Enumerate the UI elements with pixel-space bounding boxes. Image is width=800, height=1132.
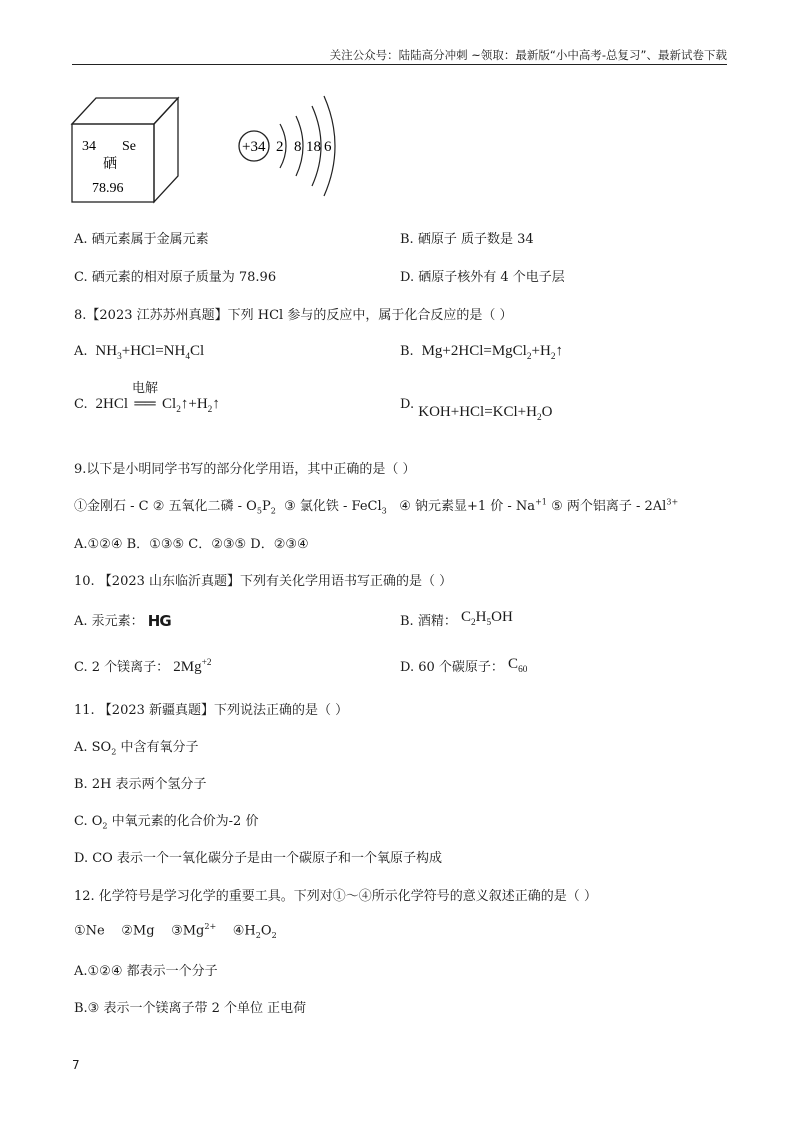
shell-3-electrons: 18: [306, 139, 321, 155]
q10-option-b: [400, 610, 513, 632]
q12-option-a: A.①②④ 都表示一个分子: [74, 964, 218, 979]
q8-option-c-label: C.: [74, 397, 88, 412]
q8-option-b-equation: $Mg+2HCl=MgCl_2+H_2↑$: [417, 343, 563, 362]
nucleus-charge: +34: [242, 139, 266, 155]
q8-option-b-label: B.: [400, 344, 414, 359]
q7-option-a: A. 硒元素属于金属元素: [74, 232, 209, 247]
q7-option-d: D. 硒原子核外有 4 个电子层: [400, 270, 565, 285]
q8-option-c: [74, 381, 220, 415]
q8-option-d-label: D.: [400, 397, 415, 412]
q8-option-d: [400, 397, 553, 423]
q8-option-a-label: A.: [74, 344, 88, 359]
q10-option-d-text: D. 60 个碳原子：: [400, 660, 504, 675]
q10-option-b-formula: $C_2H_5OH$: [460, 609, 513, 628]
q9-items: ①金刚石 - C ② 五氧化二磷 - $O_5P_2$ ③ 氯化铁 - FeCl$_3$ ④ 钠元素显+1 价 - $Na^{+1}$ ⑤ 两个铝离子 - $2Al^{3+}$: [74, 497, 679, 516]
selenium-figure: [70, 92, 350, 204]
atom-structure-diagram: [239, 96, 335, 196]
q8-option-b: [400, 343, 563, 362]
q10-option-c: [74, 656, 212, 676]
atomic-mass: 78.96: [92, 181, 124, 196]
shell-2-electrons: 8: [294, 139, 302, 155]
q12-stem: 12. 化学符号是学习化学的重要工具。下列对①～④所示化学符号的意义叙述正确的是（ ）: [74, 889, 597, 904]
q10-option-d-formula: $C_{60}$: [508, 656, 528, 675]
q9-stem: 9.以下是小明同学书写的部分化学用语，其中正确的是（ ）: [74, 462, 416, 477]
page-header: [72, 48, 727, 65]
q8-stem: 8.【2023 江苏苏州真题】下列 HCl 参与的反应中，属于化合反应的是（ ）: [74, 308, 513, 323]
q10-option-c-text: C. 2 个镁离子：: [74, 660, 170, 675]
q10-option-a: [74, 610, 171, 630]
q8-option-a: [74, 343, 204, 362]
page-number: 7: [72, 1058, 80, 1072]
q12-option-b: B.③ 表示一个镁离子带 2 个单位 正电荷: [74, 1001, 307, 1016]
q10-option-b-text: B. 酒精：: [400, 614, 457, 629]
q11-stem: 11. 【2023 新疆真题】下列说法正确的是（ ）: [74, 703, 349, 718]
q10-option-a-symbol: HG: [147, 612, 171, 630]
q7-option-b: B. 硒原子 质子数是 34: [400, 232, 534, 247]
element-symbol: Se: [122, 139, 136, 154]
q10-option-d: [400, 656, 527, 678]
q11-option-d: D. CO 表示一个一氧化碳分子是由一个碳原子和一个氧原子构成: [74, 851, 442, 866]
atomic-number: 34: [82, 139, 96, 154]
q7-option-c: C. 硒元素的相对原子质量为 78.96: [74, 270, 277, 285]
q8-option-c-equation: 2HCl 电解 ══ $Cl_2↑+H_2↑$: [92, 396, 220, 412]
q11-option-b: B. 2H 表示两个氢分子: [74, 777, 207, 792]
q8-option-d-equation: $KOH+HCl=KCl+H_2O$: [418, 404, 553, 423]
q8-option-c-condition: 电解: [132, 381, 159, 396]
element-name: 硒: [103, 156, 117, 172]
shell-4-electrons: 6: [324, 139, 332, 155]
q10-stem: 10. 【2023 山东临沂真题】下列有关化学用语书写正确的是（ ）: [74, 574, 453, 589]
q8-option-a-equation: $NH_3+HCl=NH_4Cl$: [91, 343, 205, 362]
q10-option-a-text: A. 汞元素：: [74, 614, 144, 629]
q11-option-c: C. $O_2$ 中氧元素的化合价为-2 价: [74, 814, 259, 831]
q12-symbols: ①Ne ②Mg $③Mg^{2+}$ $④H_2O_2$: [74, 922, 277, 940]
shell-1-electrons: 2: [276, 139, 284, 155]
q11-option-a: A. $SO_2$ 中含有氧分子: [74, 740, 199, 757]
q9-options: A.①②④ B．①③⑤ C．②③⑤ D．②③④: [74, 537, 309, 552]
q10-option-c-formula: $2Mg^{+2}$: [173, 658, 212, 675]
header-text: 关注公众号：陆陆高分冲刺 ~领取：最新版“小中高考-总复习”、最新试卷下载: [329, 48, 727, 62]
